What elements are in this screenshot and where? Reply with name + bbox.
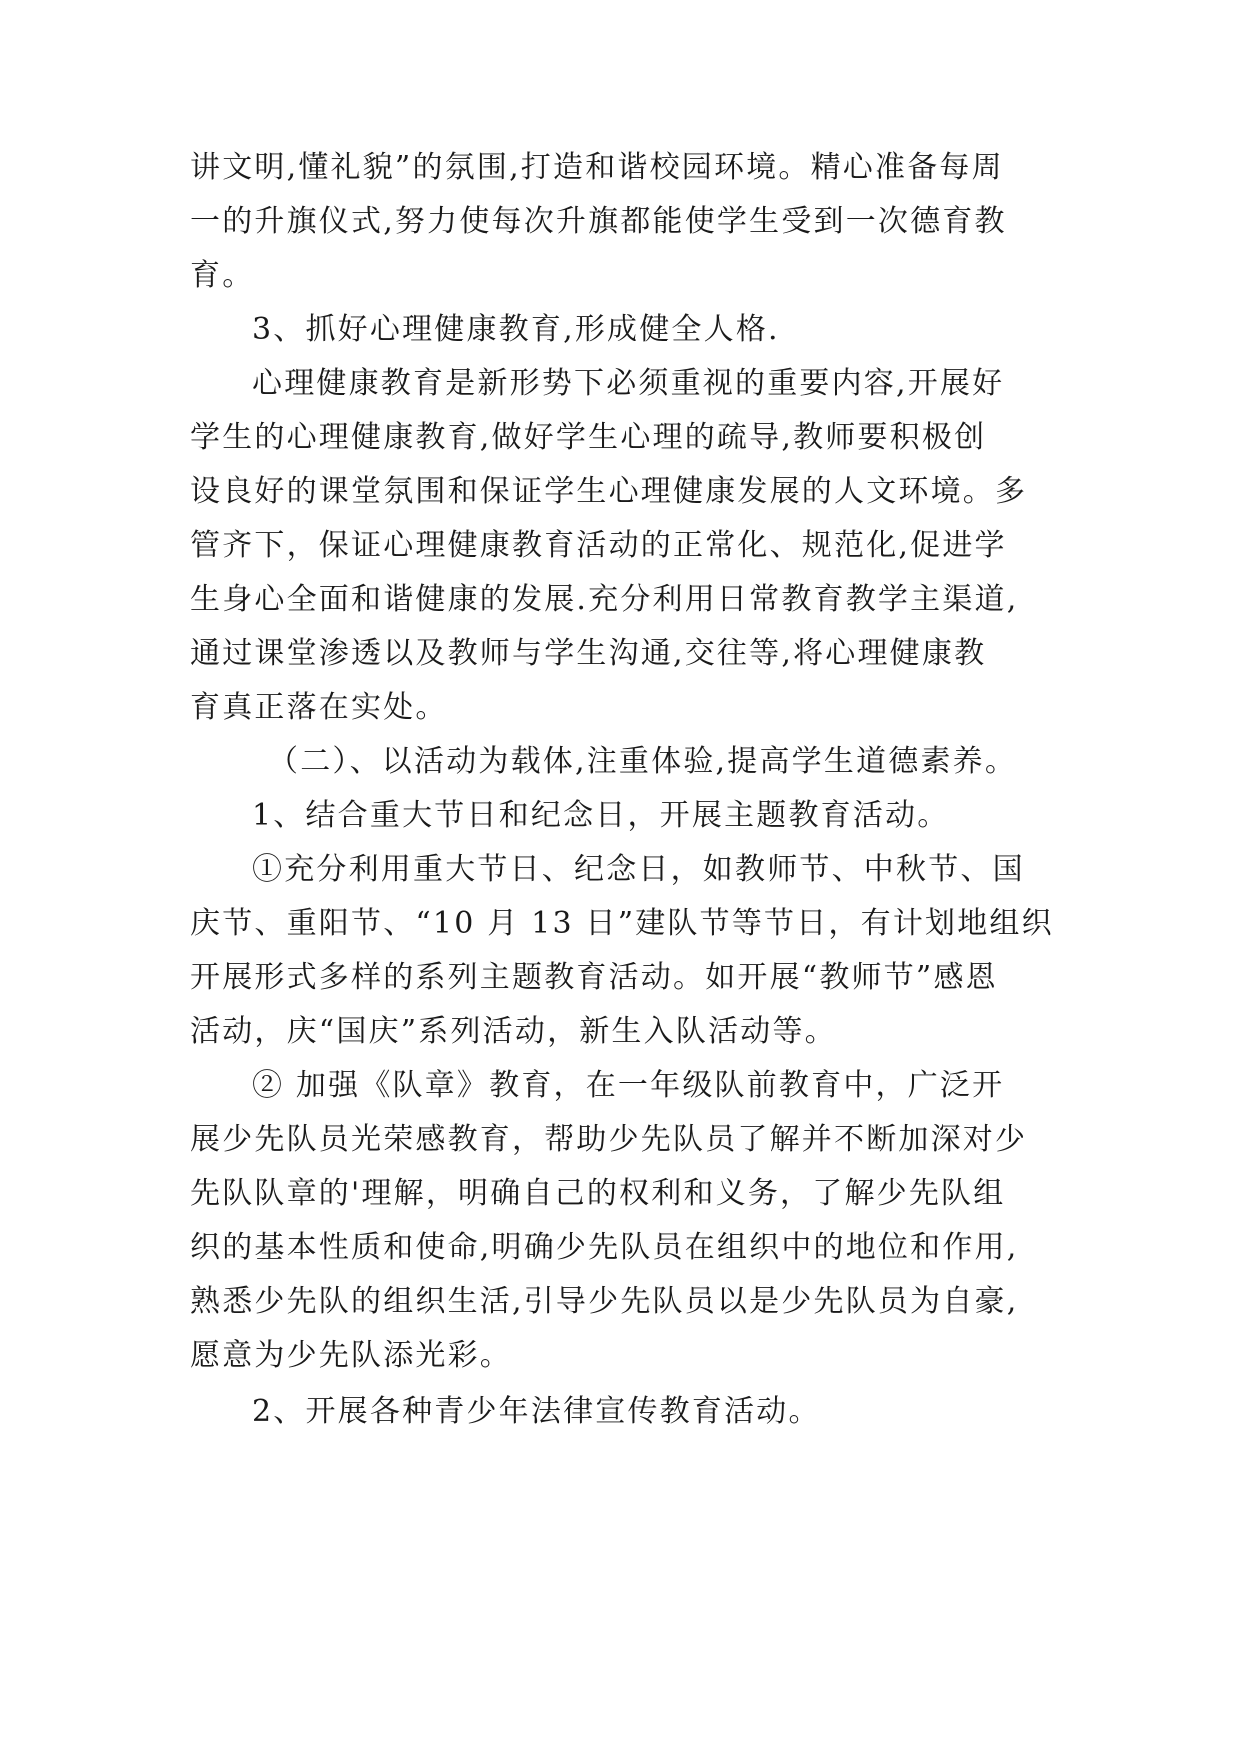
- text-line: 愿意为少先队添光彩。: [190, 1338, 512, 1373]
- text-line: 活动，庆“国庆”系列活动，新生入队活动等。: [190, 1014, 837, 1049]
- section-heading: 2、开展各种青少年法律宣传教育活动。: [252, 1394, 821, 1429]
- text-line: 庆节、重阳节、“10 月 13 日”建队节等节日，有计划地组织: [190, 906, 1054, 941]
- text-line: 通过课堂渗透以及教师与学生沟通,交往等,将心理健康教: [190, 636, 987, 671]
- text-line: 展少先队员光荣感教育，帮助少先队员了解并不断加深对少: [190, 1122, 1028, 1157]
- text-line: 设良好的课堂氛围和保证学生心理健康发展的人文环境。多: [190, 474, 1028, 509]
- text-line: 开展形式多样的系列主题教育活动。如开展“教师节”感恩: [190, 960, 998, 995]
- text-line: 育真正落在实处。: [190, 690, 448, 725]
- section-heading: 1、结合重大节日和纪念日，开展主题教育活动。: [252, 798, 950, 833]
- text-line: 学生的心理健康教育,做好学生心理的疏导,教师要积极创: [190, 420, 987, 455]
- text-line: 先队队章的'理解，明确自己的权利和义务，了解少先队组: [190, 1176, 1006, 1211]
- text-line: 心理健康教育是新形势下必须重视的重要内容,开展好: [252, 366, 1005, 401]
- text-line: 生身心全面和谐健康的发展.充分利用日常教育教学主渠道,: [190, 582, 1019, 617]
- text-line: 讲文明,懂礼貌”的氛围,打造和谐校园环境。精心准备每周: [190, 150, 1004, 185]
- text-line: 管齐下，保证心理健康教育活动的正常化、规范化,促进学: [190, 528, 1007, 563]
- section-heading: （二）、以活动为载体,注重体验,提高学生道德素养。: [268, 744, 1018, 779]
- section-heading: 3、抓好心理健康教育,形成健全人格.: [252, 312, 780, 347]
- text-line: 一的升旗仪式,努力使每次升旗都能使学生受到一次德育教: [190, 204, 1007, 239]
- text-line: 育。: [190, 258, 255, 293]
- text-line: ①充分利用重大节日、纪念日，如教师节、中秋节、国: [252, 852, 1025, 887]
- text-line: 熟悉少先队的组织生活,引导少先队员以是少先队员为自豪,: [190, 1284, 1019, 1319]
- text-line: ② 加强《队章》教育，在一年级队前教育中，广泛开: [252, 1068, 1005, 1103]
- text-line: 织的基本性质和使命,明确少先队员在组织中的地位和作用,: [190, 1230, 1019, 1265]
